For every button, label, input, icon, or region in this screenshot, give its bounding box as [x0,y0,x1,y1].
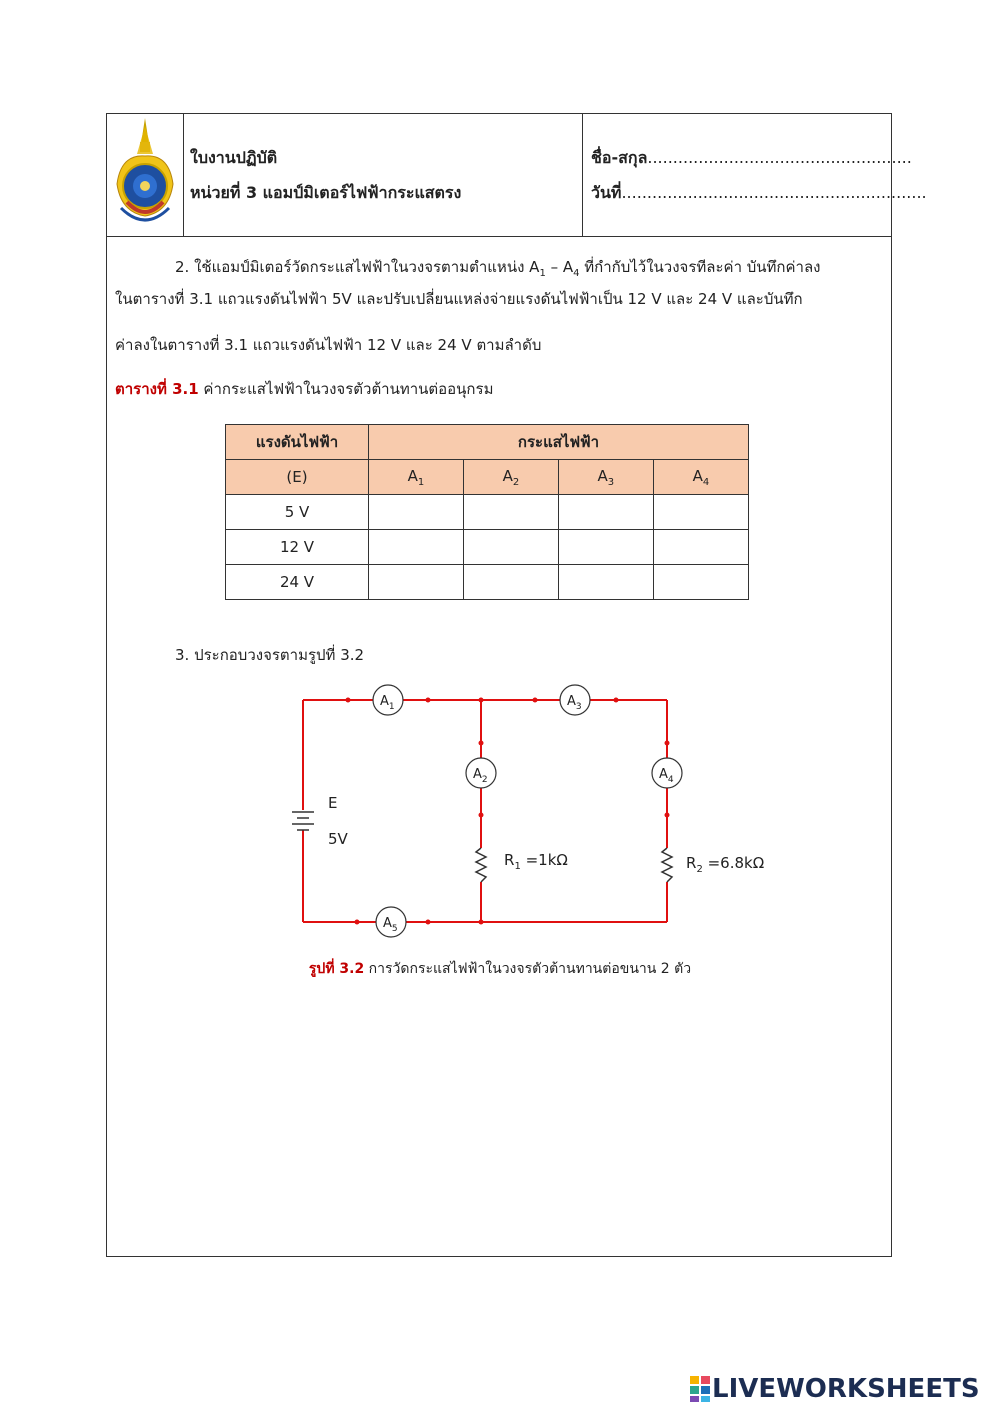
instruction-2-line-1 [175,255,820,279]
instruction-text: 2. ใช้แอมป์มิเตอร์วัดกระแสไฟฟ้าในวงจรตามตำแหน่ง A [175,258,540,276]
answer-cell[interactable] [558,565,653,600]
university-emblem [107,114,183,236]
answer-cell[interactable] [558,530,653,565]
table-row [226,565,749,600]
resistor-r1 [476,848,486,882]
date-dots: ............................................................ [621,183,927,202]
name-field[interactable] [591,146,912,171]
name-label: ชื่อ-สกุล [591,148,648,167]
current-header: กระแสไฟฟ้า [369,425,749,460]
resistor-r2 [662,848,672,882]
liveworksheets-logo [688,1374,980,1404]
r2-label: $R_2 =6.8k\Omega$ [686,854,765,875]
subscript: 1 [539,268,546,279]
ammeter-a1 [373,685,403,715]
row-voltage: 12 V [226,530,369,565]
voltage-symbol: (E) [226,460,369,495]
voltage-header: แรงดันไฟฟ้า [226,425,369,460]
answer-cell[interactable] [463,495,558,530]
unit-title: หน่วยที่ 3 แอมป์มิเตอร์ไฟฟ้ากระแสตรง [190,183,462,202]
answer-cell[interactable] [653,495,748,530]
table-label: ตารางที่ 3.1 [115,380,199,398]
answer-cell[interactable] [463,565,558,600]
instruction-2-line-2: ในตารางที่ 3.1 แถวแรงดันไฟฟ้า 5V และปรับเปลี่ยนแหล่งจ่ายแรงดันไฟฟ้าเป็น 12 V และ 24 V และบันทึก [115,290,803,308]
instruction-3: 3. ประกอบวงจรตามรูปที่ 3.2 [175,646,365,664]
ammeter-a2 [466,758,496,788]
answer-cell[interactable] [653,530,748,565]
instruction-text: – A [545,258,574,276]
row-voltage: 5 V [226,495,369,530]
ammeter-a5 [376,907,406,937]
row-voltage: 24 V [226,565,369,600]
svg-text:A1: $A_1$ [380,694,395,712]
circuit-diagram [280,680,800,945]
worksheet-title: ใบงานปฏิบัติ [190,148,278,167]
svg-text:A4: $A_4$ [659,767,674,785]
subscript: 4 [573,268,580,279]
instruction-2-line-3: ค่าลงในตารางที่ 3.1 แถวแรงดันไฟฟ้า 12 V และ 24 V ตามลำดับ [115,336,542,354]
col-a4: $A_4$ [653,460,748,495]
table-caption-text: ค่ากระแสไฟฟ้าในวงจรตัวต้านทานต่ออนุกรม [198,380,494,398]
instruction-text: ที่กำกับไว้ในวงจรทีละค่า บันทึกค่าลง [579,258,821,276]
col-a3: $A_3$ [558,460,653,495]
col-a2: $A_2$ [463,460,558,495]
liveworksheets-icon [688,1374,712,1404]
battery-symbol [292,812,314,830]
answer-cell[interactable] [463,530,558,565]
date-label: วันที่ [591,183,622,202]
ammeter-a4 [652,758,682,788]
liveworksheets-text: LIVEWORKSHEETS [712,1374,980,1404]
header-row [107,114,927,237]
title-cell [184,114,583,236]
answer-cell[interactable] [558,495,653,530]
svg-text:A5: $A_5$ [383,916,398,934]
answer-cell[interactable] [653,565,748,600]
figure-caption [0,958,1000,980]
table-row [226,530,749,565]
answer-cell[interactable] [369,565,464,600]
svg-text:A2: $A_2$ [473,767,488,785]
name-dots: .................................................... [647,148,912,167]
answer-cell[interactable] [369,530,464,565]
r1-label: $R_1 =1k\Omega$ [504,851,568,872]
figure-caption-text: การวัดกระแสไฟฟ้าในวงจรตัวต้านทานต่อขนาน 2 ตัว [364,961,692,977]
source-value: 5V [328,830,348,848]
table-row [226,495,749,530]
date-field[interactable] [591,181,927,206]
table-caption [115,377,493,401]
answer-cell[interactable] [369,495,464,530]
figure-label: รูปที่ 3.2 [308,961,365,977]
source-label: E [328,794,338,812]
col-a1: $A_1$ [369,460,464,495]
current-table [225,424,749,600]
ammeter-a3 [560,685,590,715]
svg-text:A3: $A_3$ [567,694,582,712]
logo-cell [107,114,184,236]
